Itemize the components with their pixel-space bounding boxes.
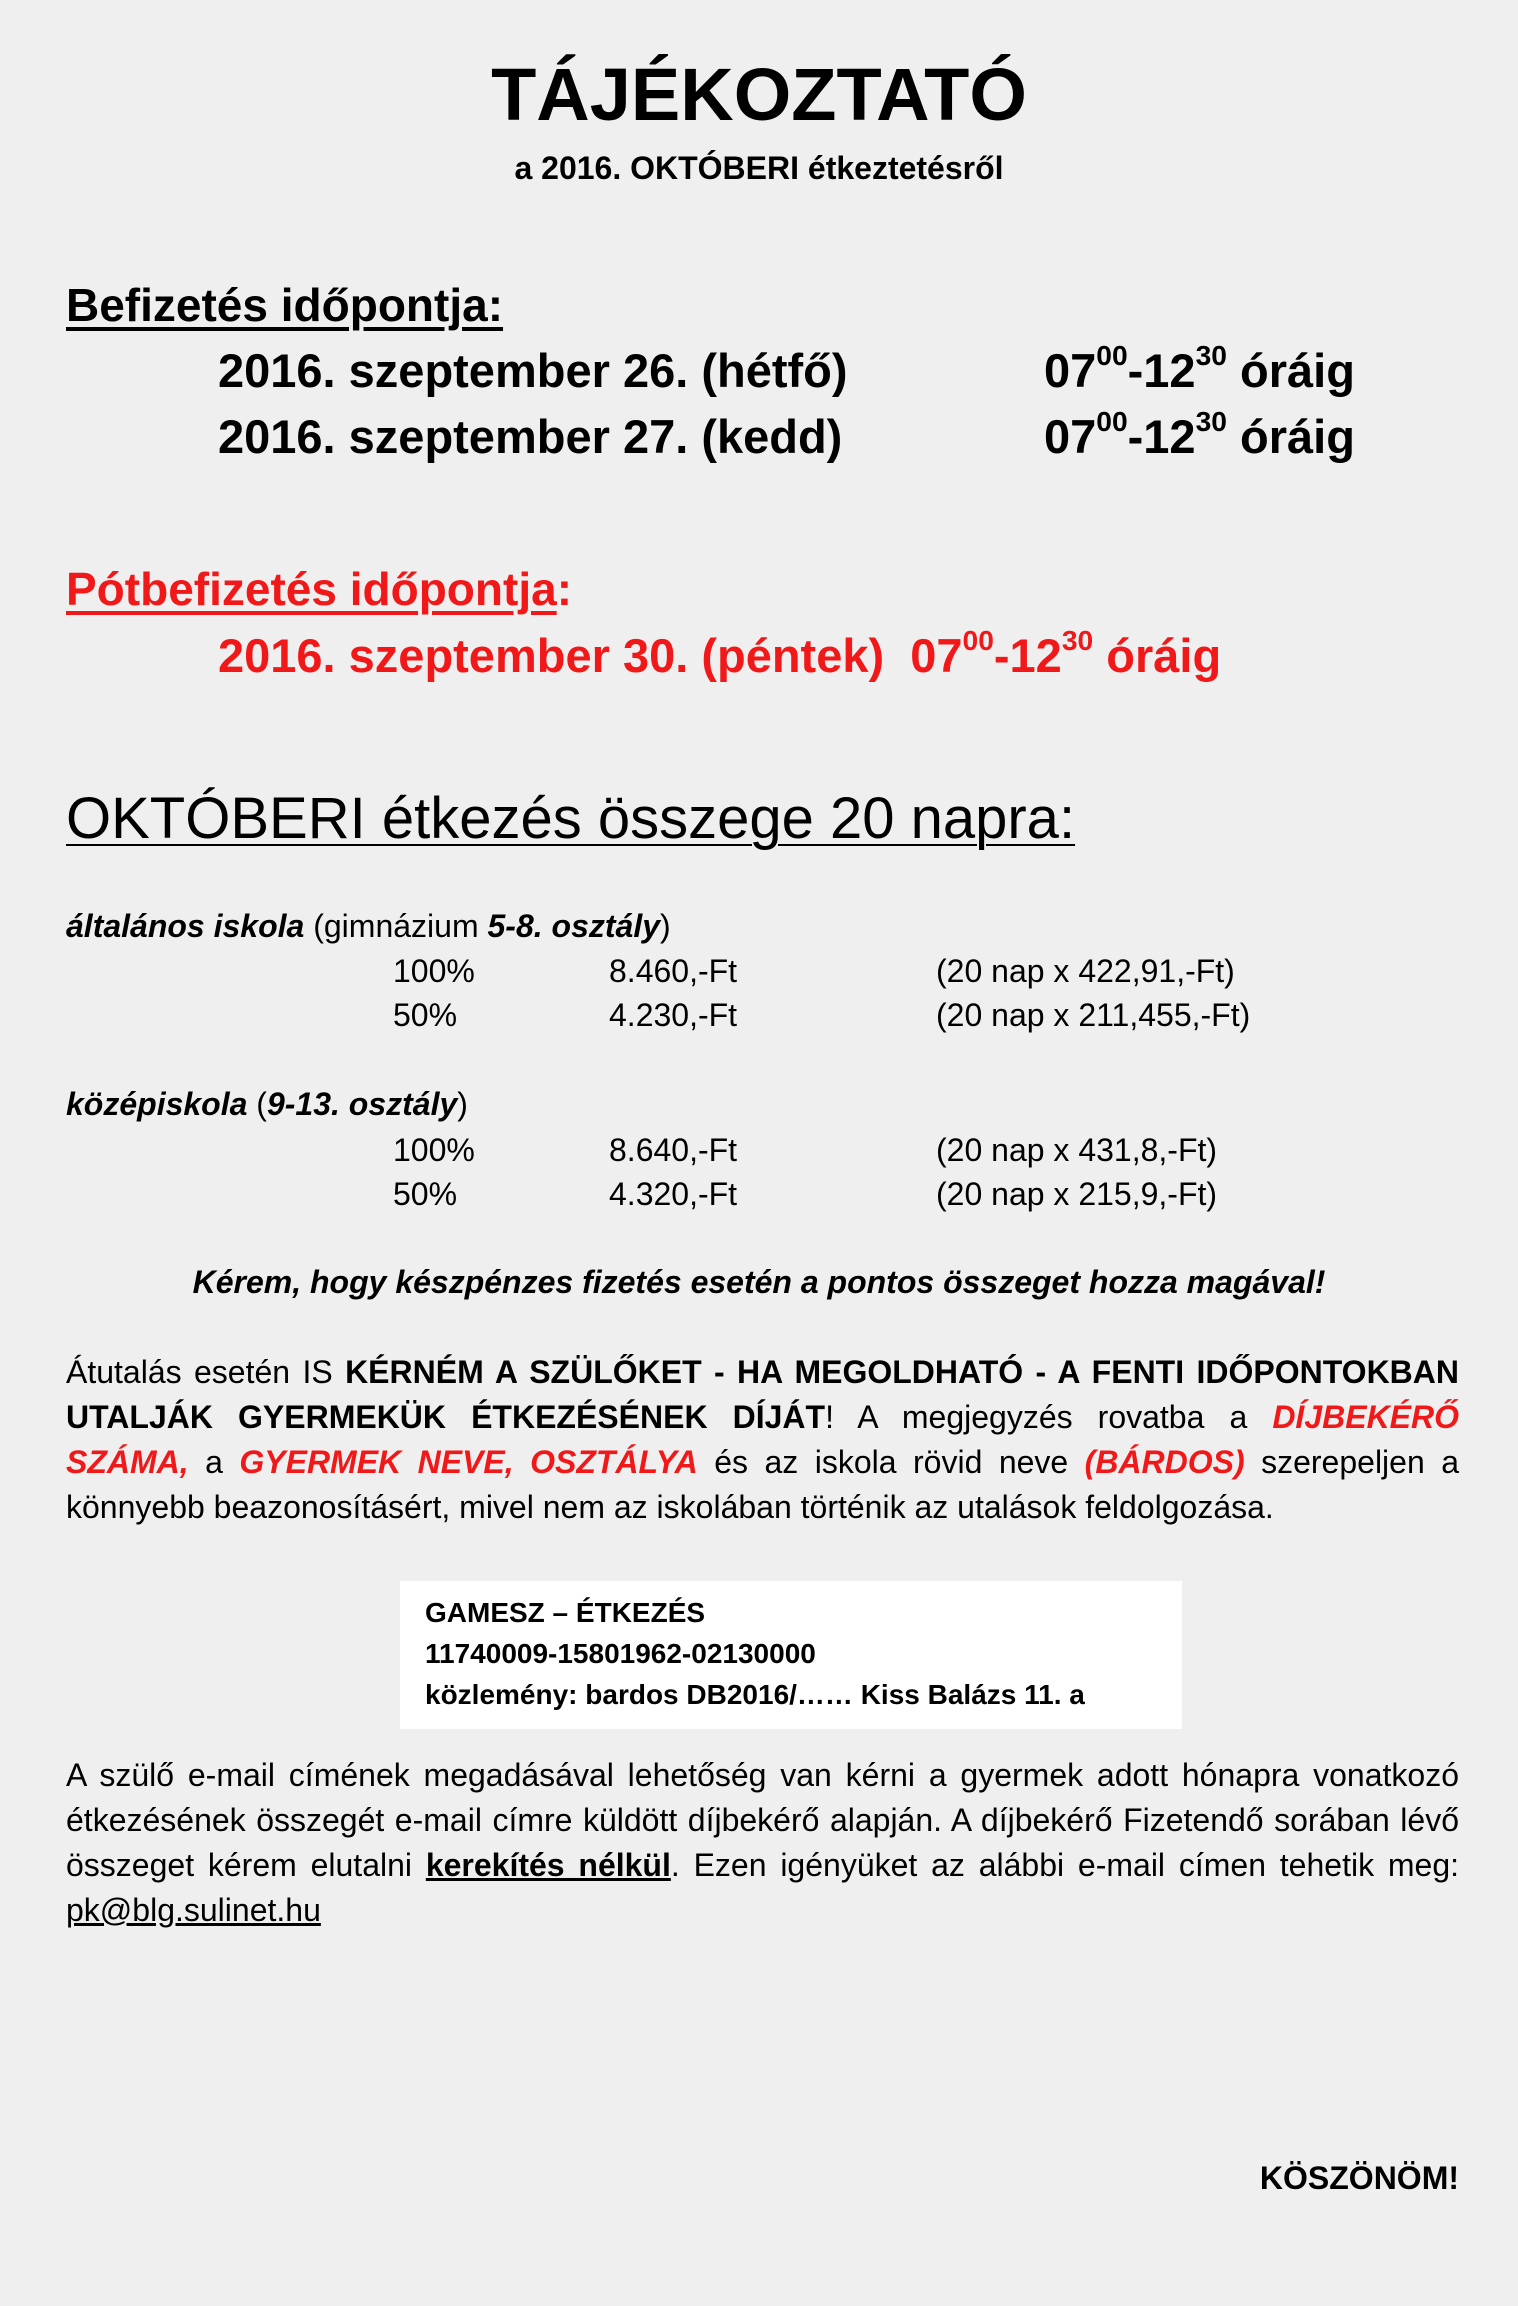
category-primary: általános iskola (gimnázium 5-8. osztály) xyxy=(66,908,671,944)
percent: 50% xyxy=(393,997,458,1033)
amount: 4.320,-Ft xyxy=(609,1176,738,1212)
cash-note: Kérem, hogy készpénzes fizetés esetén a pontos összeget hozza magával! xyxy=(192,1264,1326,1300)
amount: 4.230,-Ft xyxy=(609,997,738,1033)
amount-heading: OKTÓBERI étkezés összege 20 napra: xyxy=(66,786,1076,851)
percent: 100% xyxy=(393,953,475,989)
late-payment-heading: Pótbefizetés időpontja: xyxy=(66,563,573,615)
category-secondary: középiskola (9-13. osztály) xyxy=(66,1086,468,1122)
page-title: TÁJÉKOZTATÓ xyxy=(491,53,1027,136)
email-paragraph: A szülő e-mail címének megadásával lehetőség van kérni a gyermek adott hónapra vonatkozó étkezésének összegét e-mail címre küldött díjbekérő alapján. A díjbekérő Fizetendő sorában lévő összeget kérem elutalni kerekítés nélkül. Ezen igényüket az alábbi e-mail címen tehetik meg: pk@blg.sulinet.hu xyxy=(66,1757,1460,1928)
page-subtitle: a 2016. OKTÓBERI étkeztetésről xyxy=(514,150,1004,186)
thanks-text: KÖSZÖNÖM! xyxy=(1259,2160,1459,2196)
transfer-paragraph: Átutalás esetén IS KÉRNÉM A SZÜLŐKET - HA MEGOLDHATÓ - A FENTI IDŐPONTOKBAN UTALJÁK GYERMEKÜK ÉTKEZÉSÉNEK DÍJÁT! A megjegyzés rovatba a DÍJBEKÉRŐ SZÁMA, a GYERMEK NEVE, OSZTÁLYA és az iskola rövid neve (BÁRDOS) szerepeljen a könnyebb beazonosításért, mivel nem az iskolában történik az utalások feldolgozása. xyxy=(66,1354,1460,1525)
amount: 8.460,-Ft xyxy=(609,953,738,989)
amount: 8.640,-Ft xyxy=(609,1132,738,1168)
bank-reference: közlemény: bardos DB2016/…… Kiss Balázs 11. a xyxy=(425,1679,1085,1710)
late-payment-date: 2016. szeptember 30. (péntek) $07^{00}-12^{30}$ óráig xyxy=(218,624,1222,682)
payment-heading: Befizetés időpontja: xyxy=(66,279,504,331)
calculation: (20 nap x 211,455,-Ft) xyxy=(936,997,1251,1033)
percent: 50% xyxy=(393,1176,458,1212)
bank-account-number: 11740009-15801962-02130000 xyxy=(425,1638,816,1669)
bank-recipient: GAMESZ – ÉTKEZÉS xyxy=(425,1597,706,1628)
payment-time-1: $07^{00}-12^{30}$ óráig xyxy=(1044,339,1355,397)
payment-date-2: 2016. szeptember 27. (kedd) xyxy=(218,410,843,463)
bank-details-box xyxy=(400,1581,1182,1729)
calculation: (20 nap x 215,9,-Ft) xyxy=(936,1176,1218,1212)
payment-date-1: 2016. szeptember 26. (hétfő) xyxy=(218,344,848,397)
email-link[interactable]: pk@blg.sulinet.hu xyxy=(66,1892,321,1928)
calculation: (20 nap x 431,8,-Ft) xyxy=(936,1132,1218,1168)
calculation: (20 nap x 422,91,-Ft) xyxy=(936,953,1235,989)
percent: 100% xyxy=(393,1132,475,1168)
payment-time-2: $07^{00}-12^{30}$ óráig xyxy=(1044,405,1355,463)
